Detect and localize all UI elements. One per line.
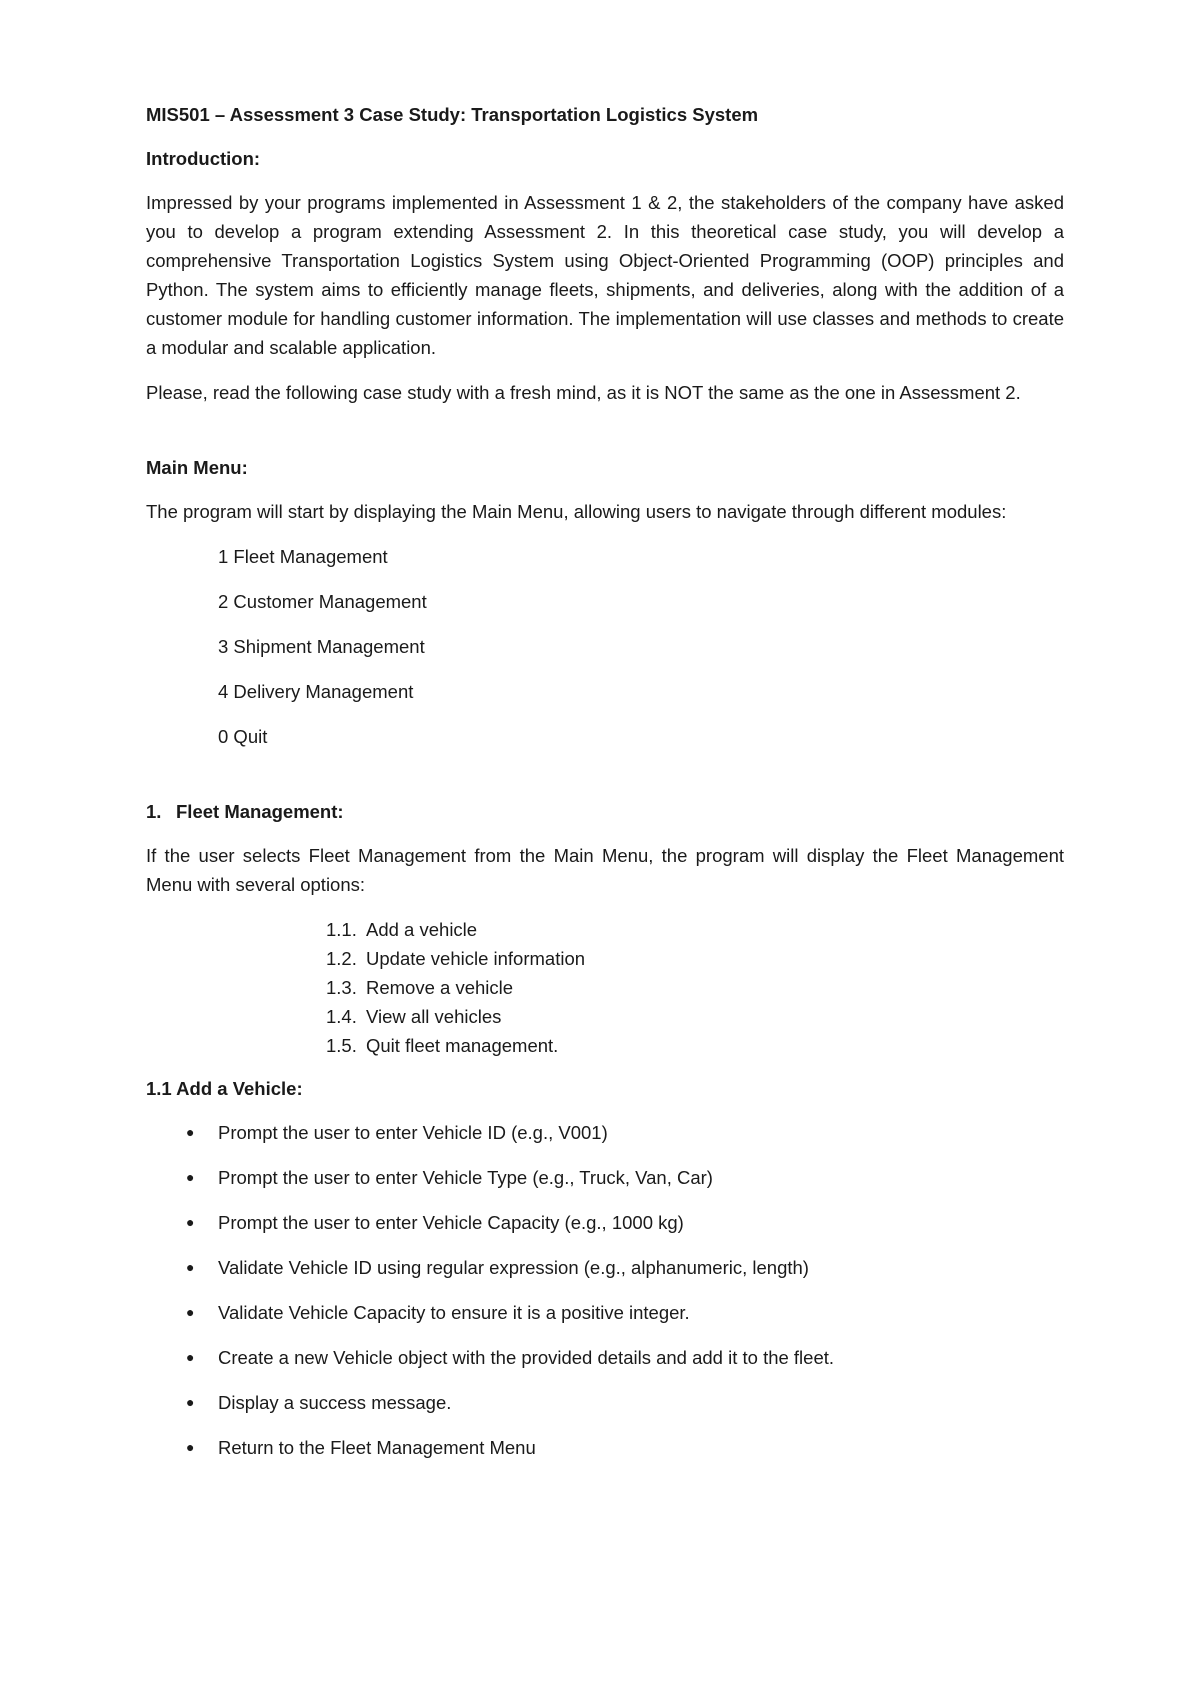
option-label: Remove a vehicle [366, 977, 514, 998]
bullet-icon: ● [186, 1169, 195, 1185]
introduction-heading: Introduction: [146, 148, 261, 169]
introduction-paragraph: Impressed by your programs implemented in Assessment 1 & 2, the stakeholders of the company have asked you to develop a program extending Assessment 2. In this theoretical case study, you will develop a comprehensive Transportation Logistics System using Object-Oriented Programming (OOP) principles and Python. The system aims to efficiently manage fleets, shipments, and deliveries, along with the addition of a customer module for handling customer information. The implementation will use classes and methods to create a modular and scalable application. [146, 192, 1064, 358]
step-text: Display a success message. [218, 1392, 452, 1413]
fleet-management-heading [146, 797, 1064, 827]
fleet-option [326, 1002, 1064, 1031]
main-menu-list [146, 542, 1064, 751]
list-item [146, 1298, 1064, 1327]
list-item [146, 1388, 1064, 1417]
bullet-icon: ● [186, 1304, 195, 1320]
document-body [146, 100, 1064, 1478]
fleet-option [326, 944, 1064, 973]
option-number: 1.2. [326, 948, 357, 969]
step-text: Return to the Fleet Management Menu [218, 1437, 536, 1458]
introduction-note: Please, read the following case study with a fresh mind, as it is NOT the same as the one in Assessment 2. [146, 382, 1021, 403]
list-item [146, 1163, 1064, 1192]
step-text: Validate Vehicle ID using regular expression (e.g., alphanumeric, length) [218, 1257, 809, 1278]
list-item [146, 1253, 1064, 1282]
bullet-icon: ● [186, 1259, 195, 1275]
option-label: Add a vehicle [366, 919, 478, 940]
option-number: 1.3. [326, 977, 357, 998]
main-menu-heading: Main Menu: [146, 457, 248, 478]
main-menu-item: 3 Shipment Management [218, 636, 425, 657]
step-text: Prompt the user to enter Vehicle ID (e.g., V001) [218, 1122, 608, 1143]
main-menu-paragraph: The program will start by displaying the Main Menu, allowing users to navigate through different modules: [146, 501, 1007, 522]
bullet-icon: ● [186, 1214, 195, 1230]
add-vehicle-steps [146, 1118, 1064, 1462]
main-menu-item: 1 Fleet Management [218, 546, 388, 567]
spacer [146, 423, 1064, 453]
option-label: View all vehicles [366, 1006, 502, 1027]
bullet-icon: ● [186, 1394, 195, 1410]
option-label: Quit fleet management. [366, 1035, 559, 1056]
step-text: Create a new Vehicle object with the provided details and add it to the fleet. [218, 1347, 835, 1368]
step-text: Prompt the user to enter Vehicle Capacity (e.g., 1000 kg) [218, 1212, 684, 1233]
main-menu-item: 4 Delivery Management [218, 681, 414, 702]
fleet-options-list [326, 915, 1064, 1060]
section-number: 1. [146, 801, 162, 822]
main-menu-item: 0 Quit [218, 726, 268, 747]
fleet-option [326, 973, 1064, 1002]
option-number: 1.1. [326, 919, 357, 940]
list-item [146, 1208, 1064, 1237]
list-item [146, 1343, 1064, 1372]
list-item [146, 1118, 1064, 1147]
list-item [146, 1433, 1064, 1462]
add-vehicle-heading: 1.1 Add a Vehicle: [146, 1078, 303, 1099]
spacer [146, 767, 1064, 797]
option-label: Update vehicle information [366, 948, 586, 969]
bullet-icon: ● [186, 1124, 195, 1140]
option-number: 1.5. [326, 1035, 357, 1056]
fleet-management-paragraph: If the user selects Fleet Management from the Main Menu, the program will display the Fleet Management Menu with several options: [146, 845, 1064, 895]
step-text: Validate Vehicle Capacity to ensure it is a positive integer. [218, 1302, 690, 1323]
fleet-option [326, 915, 1064, 944]
option-number: 1.4. [326, 1006, 357, 1027]
bullet-icon: ● [186, 1349, 195, 1365]
section-title: Fleet Management: [176, 801, 344, 822]
bullet-icon: ● [186, 1439, 195, 1455]
document-title: MIS501 – Assessment 3 Case Study: Transportation Logistics System [146, 104, 759, 125]
main-menu-item: 2 Customer Management [218, 591, 427, 612]
fleet-option [326, 1031, 1064, 1060]
step-text: Prompt the user to enter Vehicle Type (e.g., Truck, Van, Car) [218, 1167, 713, 1188]
